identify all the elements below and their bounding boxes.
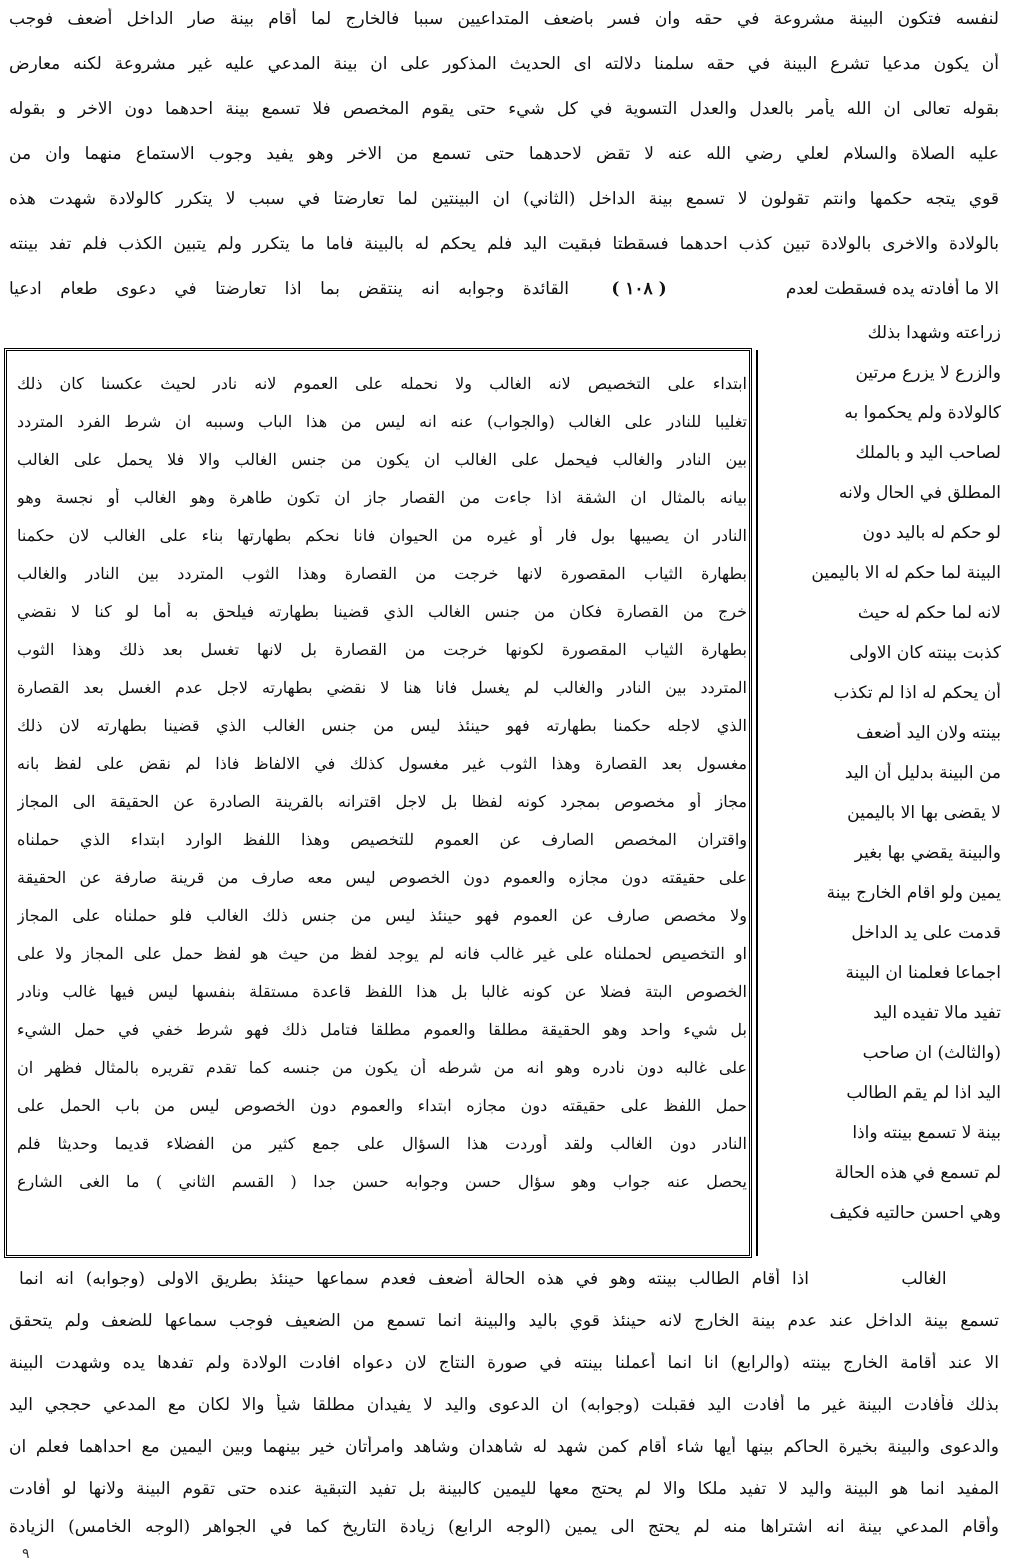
bottom-line-end: الغالب xyxy=(901,1269,947,1289)
bottom-line: المفيد انما هو البينة واليد لا تفيد ملكا والا لم يحتج معها لليمين كالبينة بل تفيد التبقية عنده حتى تقوم البينة ولانها لو أفادت xyxy=(9,1479,999,1499)
side-line: لصاحب اليد و بالملك xyxy=(855,443,1001,463)
bottom-line: الا عند أقامة الخارج بينته (والرابع) انا انما أعملنا بينته في صورة النتاج لان دعواه افادت الولادة ولم تفدها يده وشهدت البينة xyxy=(9,1353,999,1373)
side-line: لم تسمع في هذه الحالة xyxy=(834,1163,1001,1183)
side-line: زراعته وشهدا بذلك xyxy=(867,323,1001,343)
side-line: والبينة يقضي بها بغير xyxy=(854,843,1001,863)
footer-mark: ٩ xyxy=(22,1546,30,1562)
commentary-line: الذي لاجله حكمنا بطهارته فهو حينئذ ليس من جنس الغالب الذي قضينا بطهارته لان ذلك xyxy=(17,716,747,735)
commentary-line: مغسول بعد القصارة وهذا الثوب غير مغسول كذلك في الالفاظ فاذا لم نقض على لفظ بانه xyxy=(17,754,747,773)
side-line: المطلق في الحال ولانه xyxy=(838,483,1001,503)
top-line: الا ما أفادته يده فسقطت لعدم xyxy=(785,279,999,299)
commentary-line: ولا مخصص صارف عن العموم فهو حينئذ ليس من جنس ذلك الغالب فلو حملناه على المجاز xyxy=(17,906,747,925)
commentary-line: او التخصيص لحملناه على غير غالب فانه لم يوجد لفظ من حيث هو لفظ حمل على المجاز ولا على xyxy=(17,944,747,963)
side-line: (والثالث) ان صاحب xyxy=(862,1043,1001,1063)
commentary-line: خرج من القصارة فكان من جنس الغالب الذي قضينا بطهارته فيلحق به أما لو كنا لا نقضي xyxy=(17,602,747,621)
top-line: القائدة وجوابه انه ينتقض بما اذا تعارضتا في دعوى طعام ادعيا xyxy=(9,279,569,299)
commentary-line: بطهارة الثياب المقصورة لانها خرجت من القصارة وهذا الثوب المتردد بين النادر والغالب xyxy=(17,564,747,583)
commentary-line: على غالبه دون نادره وهو انه من شرطه أن يكون من جنسه كما تقدم تقريره بالمثال فظهر ان xyxy=(17,1058,747,1077)
side-line: كالولادة ولم يحكموا به xyxy=(844,403,1001,423)
commentary-line: بطهارة الثياب المقصورة لكونها خرجت من القصارة بل لانها تغسل بعد ذلك وهذا الثوب xyxy=(17,640,747,659)
top-line: بالولادة والاخرى بالولادة تبين كذب احدهما فسقطتا فبقيت اليد فلم يحكم له بالبينة فاما ما يتكرر ولم يتبين الكذب فلم تفد بينته xyxy=(9,234,999,254)
side-line: كذبت بينته كان الاولى xyxy=(849,643,1001,663)
bottom-line: بذلك فأفادت البينة غير ما أفادت اليد فقبلت (وجوابه) ان الدعوى واليد لا يفيدان مطلقا شيأ والا لكان مع المدعي حججي اليد xyxy=(9,1395,999,1415)
commentary-line: حمل اللفظ على حقيقته دون مجازه ابتداء والعموم دون الخصوص ليس من باب الحمل على xyxy=(17,1096,747,1115)
bottom-line: وأقام المدعي بينة انه اشتراها منه لم يحتج الى يمين (الوجه الرابع) زيادة التاريخ كما في الجواهر (الوجه الخامس) الزيادة xyxy=(9,1517,999,1537)
commentary-line: بين النادر والغالب فيحمل على الغالب ان يكون من جنس الغالب والا فلا يحمل على الغالب xyxy=(17,450,747,469)
bottom-line: والدعوى والبينة بخيرة الحاكم بينها أيها شاء أقام كمن شهد له شاهدان وشاهد وامرأتان خير بينهما وبين اليمين مع احداهما فعلم ان xyxy=(9,1437,999,1457)
side-line: أن يحكم له اذا لم تكذب xyxy=(833,683,1001,703)
commentary-line: واقتران المخصص الصارف عن العموم للتخصيص وهذا اللفظ الوارد ابتداء الذي حملناه xyxy=(17,830,747,849)
side-line: لو حكم له باليد دون xyxy=(862,523,1001,543)
top-line: عليه الصلاة والسلام لعلي رضي الله عنه لا تقض لاحدهما حتى تسمع من الاخر وهو يفيد وجوب الاستماع منهما وان من xyxy=(9,144,999,164)
page-number: ( ١٠٨ ) xyxy=(611,279,667,299)
commentary-line: بيانه بالمثال ان الشقة اذا جاءت من القصار جاز ان تكون طاهرة وهو الغالب أو نجسة وهو xyxy=(17,488,747,507)
side-line: لانه لما حكم له حيث xyxy=(857,603,1001,623)
top-line: بقوله تعالى ان الله يأمر بالعدل والعدل التسوية في كل شيء حتى يقوم المخصص فلا تسمع بينة احدهما دون الاخر و بقوله xyxy=(9,99,999,119)
column-divider xyxy=(756,350,758,1256)
side-line: وهي احسن حالتيه فكيف xyxy=(829,1203,1001,1223)
side-line: والزرع لا يزرع مرتين xyxy=(855,363,1001,383)
commentary-line: المتردد بين النادر والغالب لم يغسل فانا هنا لا نقضي بطهارته لاجل عدم الغسل بعد القصارة xyxy=(17,678,747,697)
side-line: بينته ولان اليد أضعف xyxy=(856,723,1001,743)
side-line: لا يقضى بها الا باليمين xyxy=(847,803,1001,823)
side-line: تفيد مالا تفيده اليد xyxy=(873,1003,1001,1023)
commentary-line: بل شيء واحد وهو الحقيقة مطلقا والعموم مطلقا فتامل ذلك فهو شرط خفي في حمل الشيء xyxy=(17,1020,747,1039)
commentary-line: ابتداء على التخصيص لانه الغالب ولا نحمله على العموم لانه نادر لحيث عكسنا كان ذلك xyxy=(17,374,747,393)
top-line: لنفسه فتكون البينة مشروعة في حقه وان فسر باضعف المتداعيين سببا فالخارج لما أقام بينة صار الداخل أضعف فوجب xyxy=(9,9,999,29)
commentary-line: النادر ان يصيبها بول فار أو غيره من الحيوان فانا نحكم بطهارتها بناء على الغالب لان حكمنا xyxy=(17,526,747,545)
top-line: قوي يتجه حكمها وانتم تقولون لا تسمع بينة الداخل (الثاني) ان البينتين لما تعارضتا في سبب لا يتكرر كالولادة شهدت هذه xyxy=(9,189,999,209)
side-line: البينة لما حكم له الا باليمين xyxy=(811,563,1001,583)
commentary-line: تغليبا للنادر على الغالب (والجواب) عنه انه ليس من هذا الباب وسببه ان شرط الفرد المتردد xyxy=(17,412,747,431)
commentary-line: مجاز أو مخصوص بمجرد كونه لفظا بل لاجل اقترانه بالقرينة الصادرة عن الحقيقة الى المجاز xyxy=(17,792,747,811)
side-line: من البينة بدليل أن اليد xyxy=(844,763,1001,783)
commentary-line: الخصوص البتة فضلا عن كونه غالبا بل هذا اللفظ قاعدة مستقلة بنفسها ليس فيها غالب ونادر xyxy=(17,982,747,1001)
side-line: بينة لا تسمع بينته واذا xyxy=(852,1123,1001,1143)
bottom-line: تسمع بينة الداخل عند عدم بينة الخارج لانه حينئذ قوي باليد والبينة انما تسمع من الضعيف فوجب سماعها للضعف ولم يتحقق xyxy=(9,1311,999,1331)
side-line: يمين ولو اقام الخارج بينة xyxy=(826,883,1001,903)
side-line: اليد اذا لم يقم الطالب xyxy=(846,1083,1001,1103)
top-line: أن يكون مدعيا تشرع البينة في حقه سلمنا دلالته اى الحديث المذكور على ان بينة المدعي عليه غير مشروعة لكنه معارض xyxy=(9,54,999,74)
bottom-line: اذا أقام الطالب بينته وهو في هذه الحالة أضعف فعدم سماعها حينئذ بطريق الاولى (وجوابه) انه انما xyxy=(19,1269,809,1289)
side-line: اجماعا فعلمنا ان البينة xyxy=(845,963,1001,983)
commentary-line: على حقيقته دون مجازه والعموم دون الخصوص ليس معه صارف من قرينة صارفة عن الحقيقة xyxy=(17,868,747,887)
commentary-line: يحصل عنه جواب وهو سؤال حسن وجوابه حسن جدا ( القسم الثاني ) ما الغى الشارع xyxy=(17,1172,747,1191)
side-line: قدمت على يد الداخل xyxy=(851,923,1001,943)
commentary-line: النادر دون الغالب ولقد أوردت هذا السؤال على جمع كثير من الفضلاء قديما وحديثا فلم xyxy=(17,1134,747,1153)
